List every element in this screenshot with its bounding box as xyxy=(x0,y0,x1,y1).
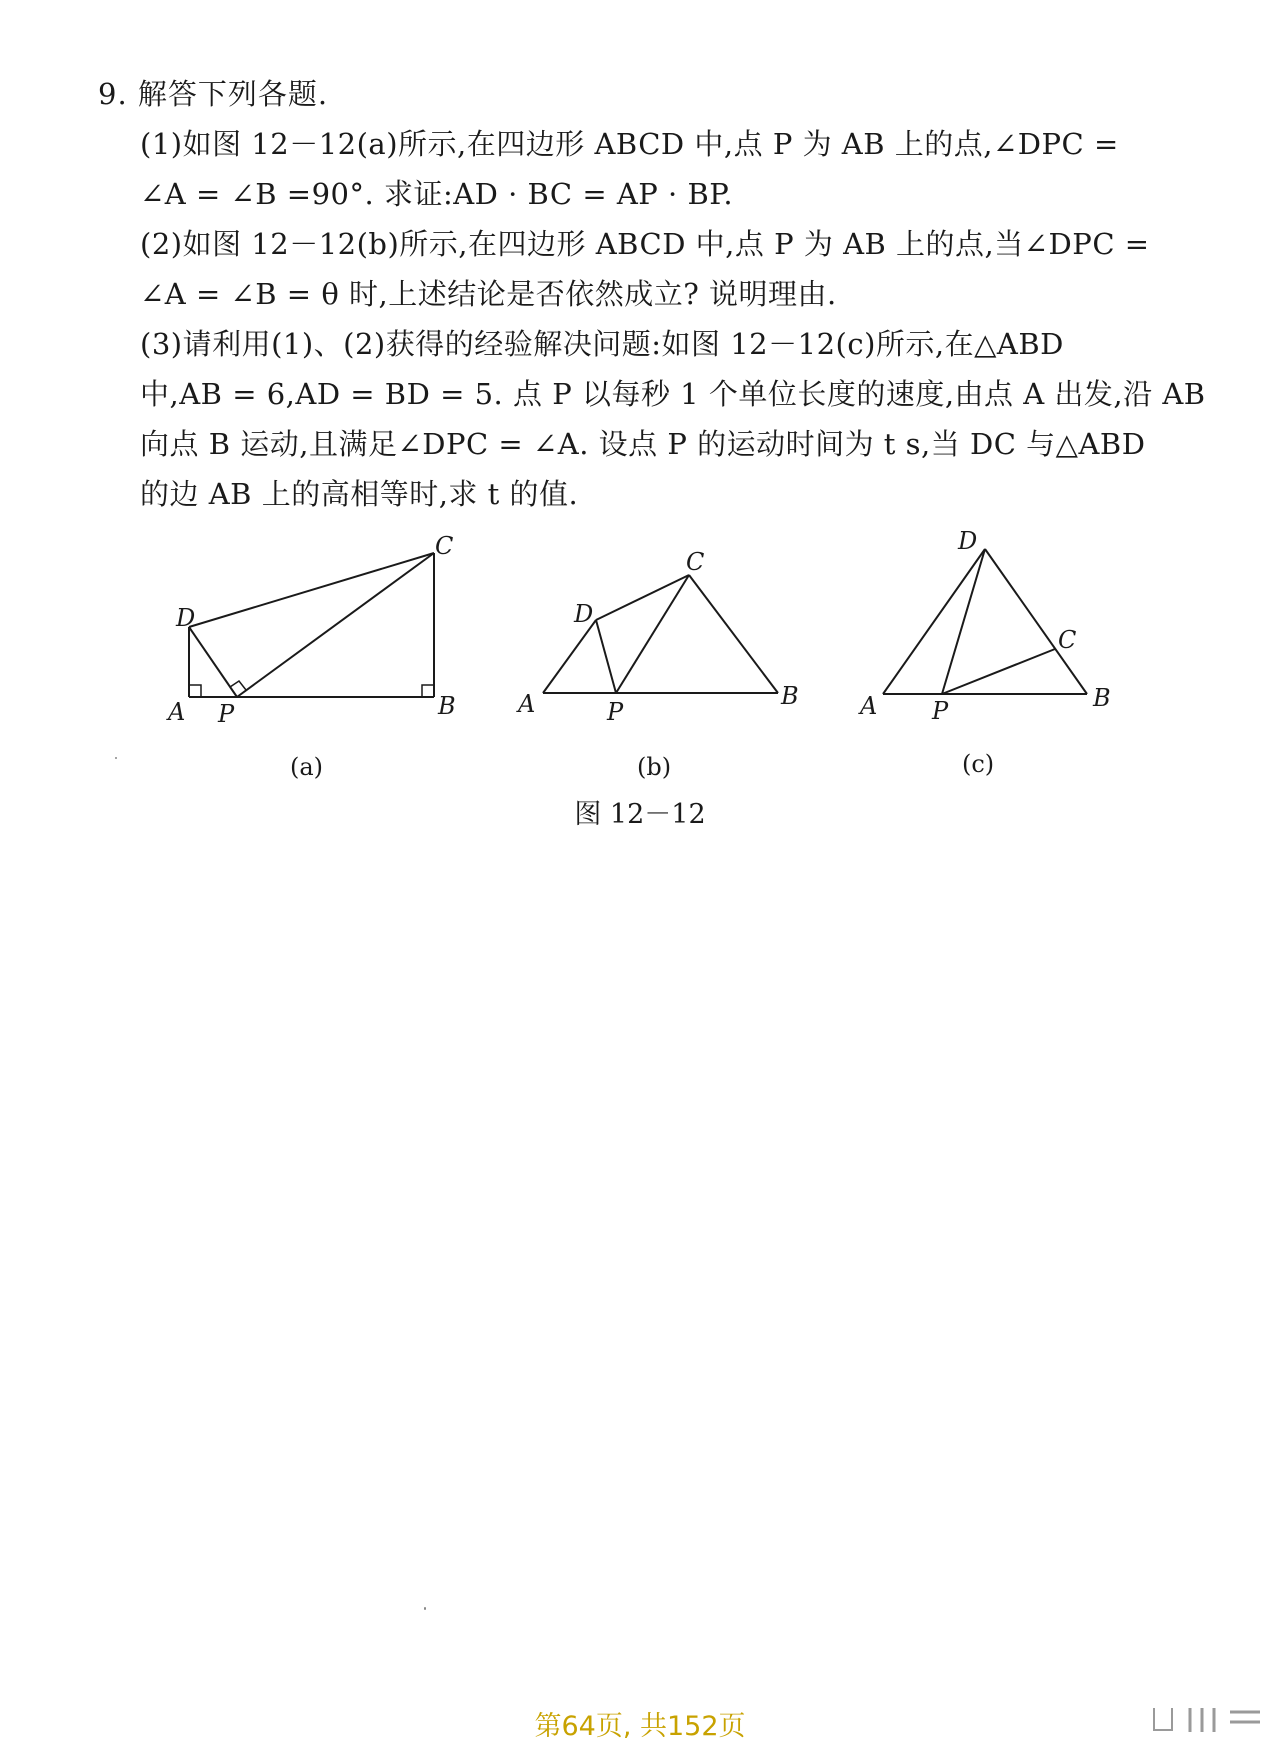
fig-b-label-b: B xyxy=(781,682,799,710)
figure-b xyxy=(543,575,778,693)
fig-a-right-angle-b xyxy=(422,685,434,697)
scan-speck xyxy=(424,1607,426,1610)
fig-c-segment-pc xyxy=(942,649,1055,694)
fig-a-label-d: D xyxy=(176,604,196,632)
question-line-4: ∠A = ∠B = θ 时,上述结论是否依然成立? 说明理由. xyxy=(140,277,837,311)
page-indicator: 第64页, 共152页 xyxy=(534,1711,746,1742)
fig-a-label-p: P xyxy=(218,700,235,728)
figure-c xyxy=(883,549,1087,694)
fig-b-segment-dp xyxy=(596,620,616,693)
fig-a-label-a: A xyxy=(168,698,186,726)
toolbar-icons xyxy=(1150,1700,1270,1740)
fig-a-caption: (a) xyxy=(290,753,324,781)
question-line-2: ∠A = ∠B =90°. 求证:AD · BC = AP · BP. xyxy=(140,177,734,211)
fig-a-edge-dc xyxy=(189,553,434,627)
fig-c-label-p: P xyxy=(932,697,949,725)
question-line-5: (3)请利用(1)、(2)获得的经验解决问题:如图 12－12(c)所示,在△ABD xyxy=(140,327,1064,361)
question-line-6: 中,AB = 6,AD = BD = 5. 点 P 以每秒 1 个单位长度的速度,由点 A 出发,沿 AB xyxy=(140,377,1206,411)
fig-b-label-a: A xyxy=(518,690,536,718)
scan-speck xyxy=(115,757,117,759)
fullscreen-icon[interactable] xyxy=(1154,1708,1172,1730)
fig-c-label-b: B xyxy=(1093,684,1111,712)
figure-a xyxy=(189,553,434,697)
fig-c-edge-db xyxy=(985,549,1087,694)
fig-c-label-d: D xyxy=(958,527,978,555)
question-title: 9. 解答下列各题. xyxy=(98,77,329,111)
fig-c-caption: (c) xyxy=(962,750,995,778)
fig-a-label-c: C xyxy=(435,532,454,560)
fig-b-edge-cb xyxy=(689,575,778,693)
fig-b-edge-ad xyxy=(543,620,596,693)
fig-c-segment-dp xyxy=(942,549,985,694)
menu-icon[interactable] xyxy=(1230,1712,1260,1722)
fig-a-label-b: B xyxy=(438,692,456,720)
fig-b-label-p: P xyxy=(607,698,624,726)
grid-view-icon[interactable] xyxy=(1190,1708,1214,1732)
fig-b-label-c: C xyxy=(686,548,705,576)
figure-title: 图 12－12 xyxy=(574,799,706,830)
fig-c-label-c: C xyxy=(1058,626,1077,654)
fig-c-edge-ad xyxy=(883,549,985,694)
fig-b-caption: (b) xyxy=(637,753,672,781)
fig-b-label-d: D xyxy=(574,600,594,628)
question-line-7: 向点 B 运动,且满足∠DPC = ∠A. 设点 P 的运动时间为 t s,当 DC 与△ABD xyxy=(140,427,1146,461)
question-line-3: (2)如图 12－12(b)所示,在四边形 ABCD 中,点 P 为 AB 上的点,当∠DPC = xyxy=(140,227,1150,261)
fig-a-segment-pc xyxy=(237,553,434,697)
question-line-8: 的边 AB 上的高相等时,求 t 的值. xyxy=(140,477,579,511)
fig-c-label-a: A xyxy=(860,692,878,720)
fig-a-right-angle-a xyxy=(189,685,201,697)
question-line-1: (1)如图 12－12(a)所示,在四边形 ABCD 中,点 P 为 AB 上的点,∠DPC = xyxy=(140,127,1119,161)
